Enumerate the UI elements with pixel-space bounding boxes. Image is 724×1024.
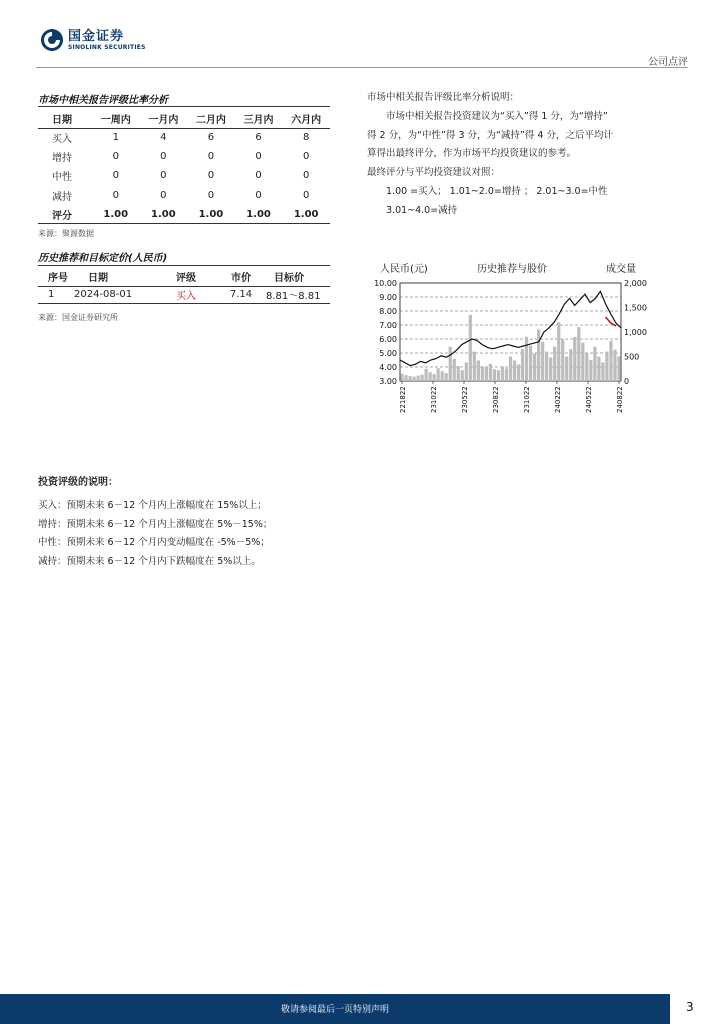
row-label: 中性 [52, 172, 72, 184]
table-header-row [38, 110, 330, 128]
y2-tick-label: 1,500 [624, 303, 647, 313]
x-tick-label: 240222 [554, 386, 562, 413]
explanation-title: 市场中相关报告评级比率分析说明： [367, 92, 520, 103]
explanation-line: 3.01~4.0=减持 [386, 205, 458, 216]
cell: 0 [207, 189, 215, 201]
y-tick-label: 10.00 [374, 279, 397, 288]
volume-bar [533, 354, 536, 381]
volume-bar [561, 339, 564, 381]
row-label: 减持 [52, 191, 72, 203]
volume-bar [593, 347, 596, 381]
col-header: 三月内 [235, 110, 283, 128]
page-header [0, 0, 724, 68]
explanation-line: 得 2 分，为“中性”得 3 分，为“减持”得 4 分，之后平均计 [367, 130, 613, 141]
y-tick-label: 9.00 [379, 293, 397, 302]
y-tick-label: 4.00 [379, 363, 397, 372]
volume-bar [569, 349, 572, 381]
brand-name-cn: 国金证券 [68, 28, 125, 44]
volume-bar [437, 368, 440, 381]
volume-bar [416, 376, 419, 381]
rating-notes-title: 投资评级的说明： [38, 477, 118, 488]
x-tick-label: 221822 [399, 386, 407, 413]
volume-bar [589, 360, 592, 381]
score-row [38, 205, 330, 224]
table-row [38, 186, 330, 205]
volume-bar [449, 347, 452, 381]
cell: 8.81～8.81 [266, 286, 330, 303]
cell: 0 [160, 170, 167, 182]
volume-bar [441, 371, 444, 381]
cell: 0 [112, 189, 119, 201]
volume-bar [481, 366, 484, 381]
y-tick-label: 6.00 [379, 335, 397, 344]
cell: 0 [255, 189, 262, 201]
y2-tick-label: 1,000 [624, 328, 647, 337]
volume-bar [461, 370, 464, 381]
volume-bar [429, 372, 432, 381]
cell: 6 [255, 132, 262, 144]
col-header: 六月内 [282, 110, 330, 128]
chart-title: 历史推荐与股价 [477, 264, 547, 275]
cell: 0 [255, 170, 262, 182]
volume-bar [601, 362, 604, 381]
cell: 8 [302, 132, 310, 144]
y-tick-label: 5.00 [379, 349, 397, 358]
rating-note: 中性：预期未来 6－12 个月内变动幅度在 -5%－5%； [38, 537, 270, 548]
volume-bar [433, 374, 436, 381]
cell: 7.14 [216, 286, 266, 303]
report-type: 公司点评 [648, 57, 688, 68]
y-tick-label: 3.00 [379, 377, 397, 386]
col-header: 序号 [38, 268, 74, 286]
volume-bar [521, 349, 524, 381]
history-title: 历史推荐和目标定价(人民币) [38, 253, 168, 264]
col-header: 市价 [216, 268, 266, 286]
col-header: 一月内 [140, 110, 188, 128]
col-header: 一周内 [92, 110, 140, 128]
section-divider [38, 106, 330, 107]
volume-bar [465, 362, 468, 381]
volume-bar [541, 342, 544, 381]
col-header: 目标价 [266, 268, 330, 286]
y-tick-label: 7.00 [379, 321, 397, 330]
x-tick-label: 240522 [585, 386, 593, 413]
row-label: 买入 [52, 134, 72, 146]
y2-tick-label: 0 [624, 377, 630, 386]
volume-bar [469, 315, 472, 381]
x-tick-label: 230822 [492, 386, 500, 413]
section-divider [38, 265, 330, 266]
x-tick-label: 231022 [523, 386, 531, 413]
col-header: 评级 [156, 268, 216, 286]
history-source: 来源：国金证券研究所 [38, 313, 118, 322]
page-number: 3 [686, 1000, 694, 1014]
table-row [38, 147, 330, 166]
cell: 2024-08-01 [74, 286, 156, 303]
rating-cell: 买入 [156, 286, 216, 303]
volume-bar [509, 357, 512, 382]
cell: 0 [160, 189, 167, 201]
volume-bar [453, 359, 456, 381]
explanation-line: 最终评分与平均投资建议对照： [367, 167, 501, 178]
x-tick-label: 230522 [461, 386, 469, 413]
volume-bar [609, 341, 612, 381]
rating-stats-source: 来源：聚源数据 [38, 229, 94, 238]
x-tick-label: 231022 [430, 386, 438, 413]
volume-bar [557, 322, 560, 381]
volume-bar [412, 377, 415, 381]
cell: 0 [112, 170, 119, 182]
volume-bar [525, 337, 528, 381]
cell: 1.00 [140, 205, 188, 224]
cell: 0 [112, 151, 119, 163]
volume-bar [485, 367, 488, 381]
cell: 1.00 [282, 205, 330, 224]
volume-bar [577, 327, 580, 381]
cell: 0 [302, 189, 310, 201]
volume-bar [553, 347, 556, 381]
row-label: 评分 [38, 205, 92, 224]
rating-stats-title: 市场中相关报告评级比率分析 [38, 95, 168, 106]
volume-bar [473, 352, 476, 381]
volume-bar [493, 369, 496, 381]
rating-note: 买入：预期未来 6－12 个月内上涨幅度在 15%以上； [38, 500, 267, 511]
price-history-chart [362, 256, 662, 446]
volume-bar [529, 346, 532, 381]
brand-name-en: SINOLINK SECURITIES [68, 43, 146, 51]
rating-stats-table [38, 110, 330, 224]
volume-bar [517, 364, 520, 381]
volume-bar [420, 375, 423, 381]
footer-disclaimer: 敬请参阅最后一页特别声明 [280, 1005, 389, 1015]
explanation-line: 算得出最终评分，作为市场平均投资建议的参考。 [367, 148, 577, 159]
sinolink-logo-icon [40, 28, 64, 52]
y2-tick-label: 500 [624, 352, 640, 362]
cell: 1.00 [187, 205, 235, 224]
volume-bar [408, 376, 411, 381]
volume-bar [565, 357, 568, 382]
row-label: 增持 [52, 153, 72, 165]
cell: 1 [112, 132, 119, 144]
volume-bar [497, 370, 500, 381]
col-header: 日期 [38, 110, 92, 128]
explanation-line: 1.00 =买入； 1.01~2.0=增持 ； 2.01~3.0=中性 [386, 186, 608, 197]
volume-bar [477, 360, 480, 381]
cell: 0 [160, 151, 167, 163]
table-row [38, 286, 330, 303]
rating-note: 增持：预期未来 6－12 个月内上涨幅度在 5%－15%； [38, 519, 273, 530]
volume-bar [489, 364, 492, 381]
company-logo [40, 28, 146, 52]
history-table [38, 268, 330, 304]
cell: 1.00 [92, 205, 140, 224]
volume-bar [537, 330, 540, 381]
y-tick-label: 8.00 [379, 307, 397, 316]
volume-bar [549, 357, 552, 381]
cell: 6 [207, 132, 215, 144]
volume-bar [513, 360, 516, 381]
volume-bar [400, 374, 403, 381]
table-row [38, 166, 330, 185]
volume-bar [585, 354, 588, 381]
cell: 0 [207, 170, 215, 182]
volume-bar [581, 343, 584, 381]
volume-bar [545, 352, 548, 381]
volume-bar [404, 375, 407, 381]
rating-note: 减持：预期未来 6－12 个月内下跌幅度在 5%以上。 [38, 556, 261, 567]
table-row [38, 128, 330, 147]
x-tick-label: 240822 [616, 386, 624, 413]
volume-bar [597, 357, 600, 382]
cell: 1 [38, 286, 74, 303]
volume-bar [457, 366, 460, 381]
cell: 0 [302, 151, 310, 163]
volume-bar [501, 366, 504, 381]
cell: 0 [207, 151, 215, 163]
col-header: 二月内 [187, 110, 235, 128]
volume-bar [613, 350, 616, 381]
volume-bar [605, 352, 608, 381]
cell: 4 [160, 132, 167, 144]
volume-bar [505, 368, 508, 381]
volume-bar [617, 357, 620, 382]
y-axis-label: 人民币(元) [380, 264, 428, 275]
explanation-line: 市场中相关报告投资建议为“买入”得 1 分，为“增持” [386, 111, 608, 122]
cell: 0 [255, 151, 262, 163]
y2-axis-label: 成交量 [606, 264, 636, 275]
y2-tick-label: 2,000 [624, 279, 647, 288]
table-header-row [38, 268, 330, 286]
volume-bar [445, 373, 448, 381]
header-divider [36, 67, 688, 68]
volume-bar [573, 337, 576, 381]
volume-bar [425, 369, 428, 381]
cell: 0 [302, 170, 310, 182]
cell: 1.00 [235, 205, 283, 224]
col-header: 日期 [74, 268, 156, 286]
